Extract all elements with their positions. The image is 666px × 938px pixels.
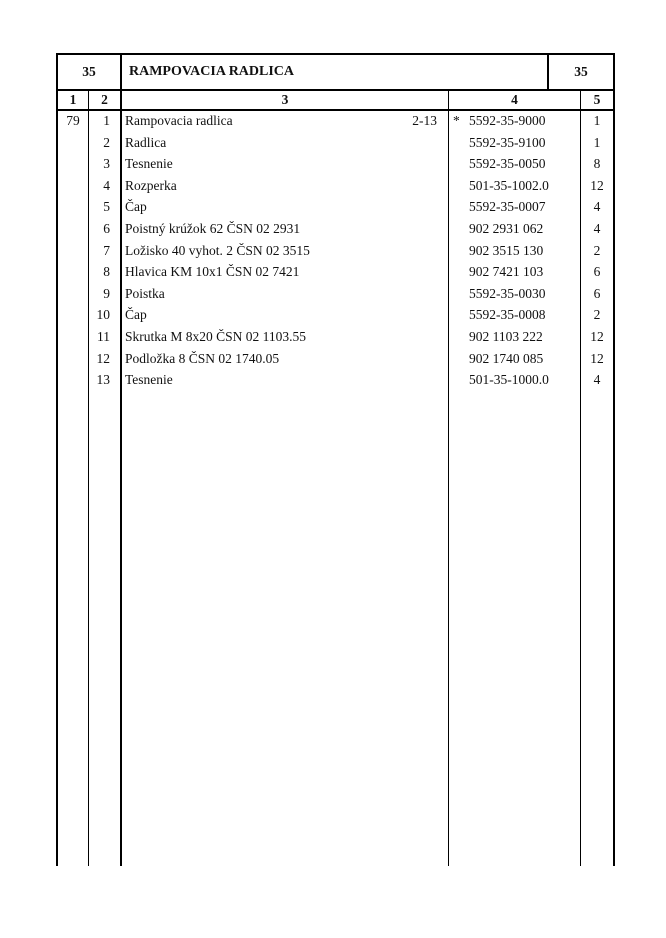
row-quantity: 2 <box>593 242 601 258</box>
row-quantity: 4 <box>593 199 601 215</box>
row-name: Tesnenie <box>125 156 173 172</box>
row-quantity: 1 <box>593 134 601 150</box>
row-code: 5592-35-9000 <box>469 113 546 128</box>
page-title: RAMPOVACIA RADLICA <box>129 64 295 79</box>
row-quantity: 12 <box>590 329 604 344</box>
row-position: 8 <box>103 264 110 280</box>
row-position: 9 <box>103 285 110 301</box>
row-name: Radlica <box>125 134 167 150</box>
row-name: Rozperka <box>125 177 177 193</box>
row-position: 12 <box>96 350 110 366</box>
row-code: 5592-35-0030 <box>469 285 546 301</box>
row-position: 4 <box>103 177 110 193</box>
divider-col2 <box>120 53 122 866</box>
row-quantity: 12 <box>590 350 604 366</box>
row-name: Poistný krúžok 62 ČSN 02 2931 <box>125 221 301 236</box>
row-name: Podložka 8 ČSN 02 1740.05 <box>125 350 280 366</box>
row-code: 902 2931 062 <box>469 221 544 236</box>
row-name: Ložisko 40 vyhot. 2 ČSN 02 3515 <box>125 242 310 258</box>
row-position: 5 <box>103 199 110 215</box>
row-quantity: 6 <box>593 264 601 280</box>
row-code: 5592-35-0007 <box>469 199 546 215</box>
row-position: 7 <box>103 242 110 258</box>
row-position: 3 <box>103 156 110 172</box>
column-header-2: 2 <box>101 92 108 107</box>
row-name: Čap <box>125 307 147 323</box>
row-name: Hlavica KM 10x1 ČSN 02 7421 <box>125 264 300 280</box>
row-position: 13 <box>96 372 110 388</box>
row-name: Tesnenie <box>125 372 173 388</box>
row-name: Skrutka M 8x20 ČSN 02 1103.55 <box>125 329 307 344</box>
row-code: 5592-35-0050 <box>469 156 546 172</box>
section-number-right: 35 <box>574 64 588 79</box>
row-name: Poistka <box>125 285 165 301</box>
row-code: 501-35-1002.0 <box>469 177 549 193</box>
column-header-5: 5 <box>593 92 601 107</box>
row-quantity: 1 <box>593 113 601 128</box>
row-quantity: 4 <box>593 221 601 236</box>
row-code: 902 7421 103 <box>469 264 544 280</box>
row-name: Čap <box>125 199 147 215</box>
row-quantity: 8 <box>593 156 601 172</box>
column-header-3: 3 <box>281 92 289 107</box>
row-code: 902 1103 222 <box>469 329 543 344</box>
column-header-1: 1 <box>69 92 77 107</box>
row-quantity: 4 <box>593 372 601 388</box>
row-position: 11 <box>97 329 110 344</box>
row-name: Rampovacia radlica <box>125 113 233 128</box>
position-range: 2-13 <box>412 113 437 128</box>
divider-col3 <box>448 90 449 866</box>
row-quantity: 6 <box>593 285 601 301</box>
group-number: 79 <box>66 113 80 128</box>
row-mark: * <box>453 113 460 128</box>
column-header-4: 4 <box>511 92 518 107</box>
row-position: 2 <box>103 134 110 150</box>
section-number-left: 35 <box>82 64 96 79</box>
row-position: 10 <box>96 307 110 323</box>
row-position: 1 <box>103 113 110 128</box>
border-top <box>56 53 615 55</box>
row-code: 902 1740 085 <box>469 350 544 366</box>
border-left <box>56 53 58 866</box>
row-code: 5592-35-9100 <box>469 134 546 150</box>
row-quantity: 2 <box>593 307 601 323</box>
row-quantity: 12 <box>590 177 604 193</box>
row-code: 501-35-1000.0 <box>469 372 549 388</box>
border-right <box>613 53 615 866</box>
row-code: 5592-35-0008 <box>469 307 546 323</box>
row-position: 6 <box>103 221 110 236</box>
row-code: 902 3515 130 <box>469 242 544 258</box>
